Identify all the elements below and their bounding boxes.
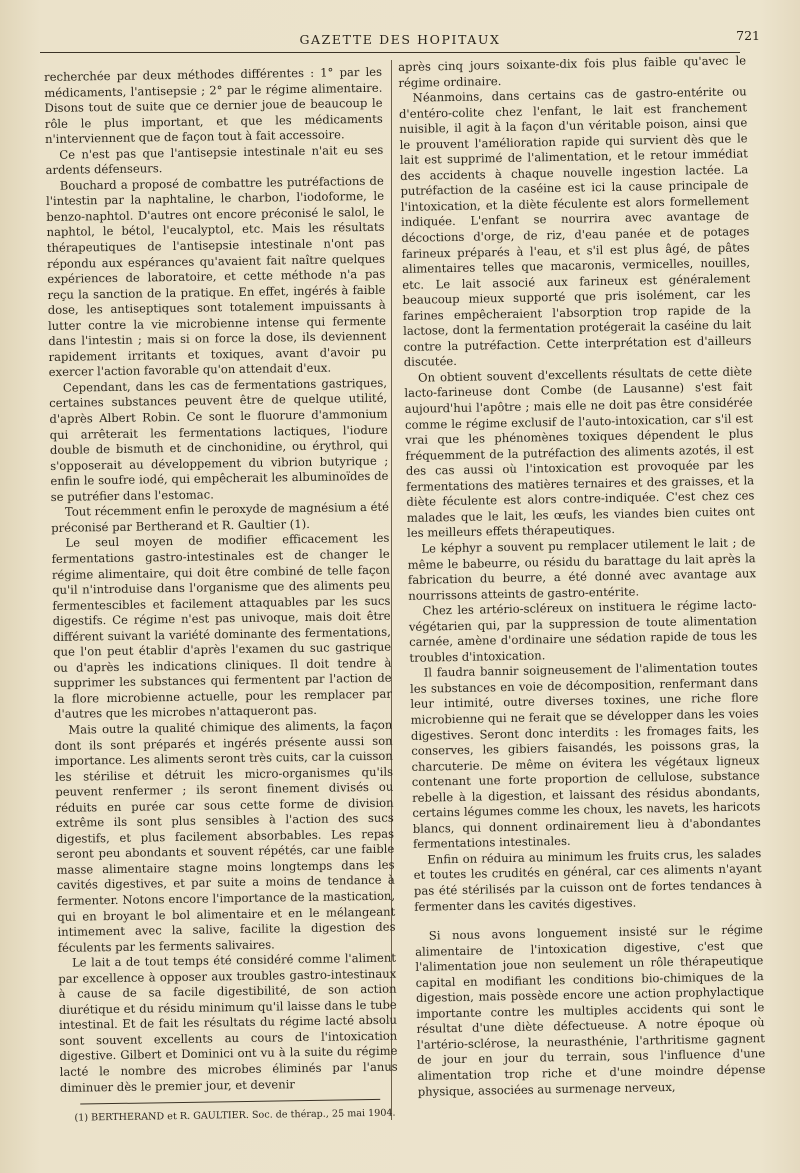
paragraph: Il faudra bannir soigneusement de l'alimentation toutes les substances en voie de décomposition, renfermant dans leur intimité, outre diverses toxines, une riche flore microbienne qui ne ferait que se développer dans les voies digestives. Seront donc interdits : les fromages faits, les conserves, les gibiers faisandés, les poissons gras, la charcuterie. De même on évitera les végétaux ligneux contenant une forte proportion de cellulose, substance rebelle à la digestion, et laissant des résidus abondants, certains légumes comme les choux, les navets, les haricots blancs, qui donnent ordinairement lieu à d'abondantes fermentations intestinales. — [409, 659, 761, 852]
paragraph: Si nous avons longuement insisté sur le régime alimentaire de l'intoxication digestive, c'est que l'alimentation joue non seulement un rôle thérapeutique capital en modifiant les conditions bio-chimiques de la digestion, mais possède encore une action prophylactique importante contre les multiples accidents qui sont le résultat d'une diète défectueuse. A notre époque où l'artério-sclérose, la neurasthénie, l'arthritisme gagnent de jour en jour du terrain, sous l'influence d'une alimentation trop riche et d'une moindre dépense physique, associées au surmenage nerveux, — [414, 922, 766, 1099]
paragraph: Néanmoins, dans certains cas de gastro-entérite ou d'entéro-colite chez l'enfant, le lait est franchement nuisible, il agit à la façon d'un véritable poison, ainsi que le prouvent l'amélioration rapide qui survient dès que le lait est supprimé de l'alimentation, et le retour immédiat des accidents à chaque nouvelle ingestion lactée. La putréfaction de la caséine est ici la cause principale de l'intoxication, et la diète féculente est alors formellement indiquée. L'enfant se nourrira avec avantage de décoctions d'orge, de riz, d'eau panée et de potages farineux préparés à l'eau, et s'il est plus âgé, de pâtes alimentaires telles que macaronis, vermicelles, nouilles, etc. Le lait associé aux farineux est généralement beaucoup mieux supporté que pris isolément, car les farines empêcheraient l'absorption trop rapide de la lactose, dont la fermentation protégerait la caséine du lait contre la putréfaction. Cette interprétation est d'ailleurs discutée. — [398, 84, 752, 370]
paragraph: après cinq jours soixante-dix fois plus faible qu'avec le régime ordinaire. — [398, 53, 747, 90]
paragraph: recherchée par deux méthodes différentes : 1° par les médicaments, l'antisepsie ; 2° par le régime alimentaire. Disons tout de suite que ce dernier joue de beaucoup le rôle le plus important, et que les médicaments n'interviennent que de façon tout à fait accessoire. — [44, 64, 383, 147]
left-column — [44, 65, 399, 1127]
paragraph: Mais outre la qualité chimique des aliments, la façon dont ils sont préparés et ingérés présente aussi son importance. Les aliments seront très cuits, car la cuisson les stérilise et détruit les micro-organismes qu'ils peuvent renfermer ; ils seront finement divisés ou réduits en purée car sous cette forme de division extrême ils sont plus sensibles à l'action des sucs digestifs, et plus facilement absorbables. Les repas seront peu abondants et souvent répétés, car une faible masse alimentaire stagne moins longtemps dans les cavités digestives, et par suite a moins de tendance à fermenter. Notons encore l'importance de la mastication, qui en broyant le bol alimentaire et en le mélangeant intimement avec la salive, facilite la digestion des féculents par les ferments salivaires. — [54, 717, 396, 955]
paragraph: Le lait a de tout temps été considéré comme l'aliment par excellence à opposer aux troubles gastro-intestinaux à cause de sa facile digestibilité, de son action diurétique et du résidu minimum qu'il laisse dans le tube intestinal. Et de fait les résultats du régime lacté absolu sont souvent excellents au cours de l'intoxication digestive. Gilbert et Dominici ont vu à la suite du régime lacté le nombre des microbes éliminés par l'anus diminuer dès le premier jour, et devenir — [58, 950, 398, 1095]
page-header — [40, 28, 760, 50]
paragraph: On obtient souvent d'excellents résultats de cette diète lacto-farineuse dont Combe (de Lausanne) s'est fait aujourd'hui l'apôtre ; mais elle ne doit pas être considérée comme le régime exclusif de l'auto-intoxication, car s'il est vrai que les phénomènes toxiques dépendent le plus fréquemment de la putréfaction des aliments azotés, il est des cas aussi où l'intoxication est provoquée par les fermentations des matières ternaires et des graisses, et la diète féculente est alors contre-indiquée. C'est chez ces malades que le lait, les œufs, les viandes bien cuites ont les meilleurs effets thérapeutiques. — [404, 364, 755, 541]
journal-title: GAZETTE DES HOPITAUX — [299, 32, 501, 47]
paragraph: Le képhyr a souvent pu remplacer utilement le lait ; de même le babeurre, ou résidu du barattage du lait après la fabrication du beurre, a été donné avec avantage aux nourrissons atteints de gastro-entérite. — [407, 535, 757, 603]
page-number: 721 — [736, 28, 760, 43]
paragraph: Le seul moyen de modifier efficacement les fermentations gastro-intestinales est de changer le régime alimentaire, qui doit être combiné de telle façon qu'il n'introduise dans l'organisme que des aliments peu fermentescibles et facilement attaquables par les sucs digestifs. Ce régime n'est pas univoque, mais doit être différent suivant la variété dominante des fermentations, que l'on peut établir d'après l'examen du suc gastrique ou d'après les indications cliniques. Il doit tendre à supprimer les substances qui fermentent par l'action de la flore microbienne actuelle, pour les remplacer par d'autres que les microbes n'attaqueront pas. — [51, 531, 392, 722]
header-rule — [40, 52, 740, 53]
paragraph: Cependant, dans les cas de fermentations gastriques, certaines substances peuvent être de quelque utilité, d'après Albert Robin. Ce sont le fluorure d'ammonium qui arrêterait les fermentations lactiques, l'iodure double de bismuth et de cinchonidine, ou érythrol, qui s'opposerait au développement du vibrion butyrique ; enfin le soufre iodé, qui empêcherait les albuminoïdes de se putréfier dans l'estomac. — [49, 375, 389, 504]
footnote: (1) BERTHERAND et R. GAULTIER. Soc. de thérap., 25 mai 1904. — [74, 1107, 396, 1124]
paragraph: Enfin on réduira au minimum les fruits crus, les salades et toutes les crudités en général, car ces aliments n'ayant pas été stérilisés par la cuisson ont de fortes tendances à fermenter dans les cavités digestives. — [413, 846, 763, 914]
paragraph: Chez les artério-scléreux on instituera le régime lacto-végétarien qui, par la suppression de toute alimentation carnée, amène d'ordinaire une sédation rapide de tous les troubles d'intoxication. — [408, 597, 758, 665]
paragraph: Bouchard a proposé de combattre les putréfactions de l'intestin par la naphtaline, le charbon, l'iodoforme, le benzo-naphtol. D'autres ont encore préconisé le salol, le naphtol, le bétol, l'eucalyptol, etc. Mais les résultats thérapeutiques de l'antisepsie intestinale n'ont pas répondu aux espérances qu'avaient fait naître quelques expériences de laboratoire, et cette méthode n'a pas reçu la sanction de la pratique. En effet, ingérés à faible dose, les antiseptiques sont totalement impuissants à lutter contre la vie microbienne intense qui fermente dans l'intestin ; mais si on force la dose, ils deviennent rapidement irritants et toxiques, avant d'avoir pu exercer l'action favorable qu'on attendait d'eux. — [45, 173, 387, 380]
paragraph: Tout récemment enfin le peroxyde de magnésium a été préconisé par Bertherand et R. Gaultier (1). — [51, 499, 390, 535]
right-column — [398, 53, 766, 1100]
paragraph: Ce n'est pas que l'antisepsie intestinale n'ait eu ses ardents défenseurs. — [45, 142, 384, 178]
footnote-rule — [80, 1099, 380, 1105]
